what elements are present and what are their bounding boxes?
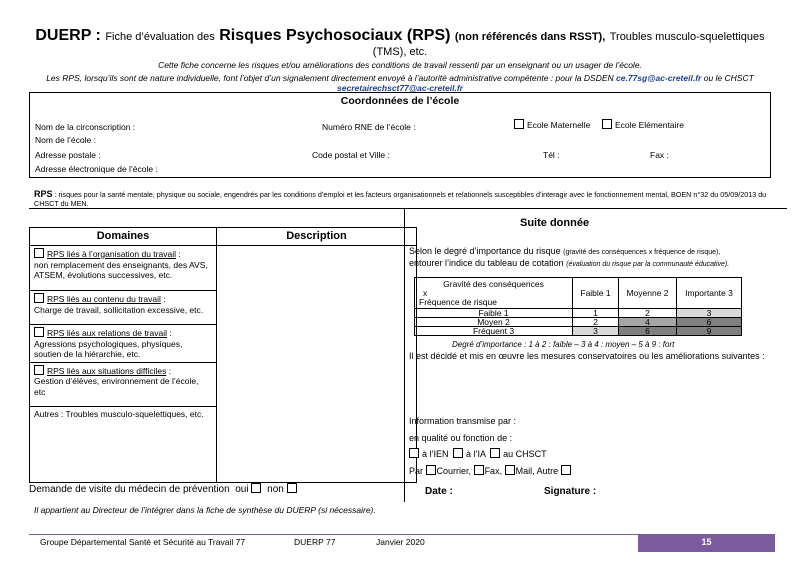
courrier-checkbox[interactable] — [426, 465, 436, 475]
director-note: Il appartient au Directeur de l’intégrer dans la fiche de synthèse du DUERP (si nécessaire). — [34, 505, 376, 515]
measures-text: Il est décidé et mis en œuvre les mesures conservatoires ou les améliorations suivantes : — [409, 351, 765, 361]
domain-cell — [30, 362, 217, 406]
fax-checkbox[interactable] — [474, 465, 484, 475]
ien-label: à l’IEN — [422, 449, 449, 459]
risk-cell[interactable]: 1 — [573, 309, 619, 318]
circonscription-label: Nom de la circonscription : — [35, 122, 136, 132]
domain-desc: non remplacement des enseignants, des AVS, ATSEM, évolutions successives, etc. — [34, 259, 208, 280]
risk-cell[interactable]: 6 — [677, 318, 742, 327]
risk-col-header: Faible 1 — [573, 278, 619, 309]
domains-header-row — [30, 228, 417, 246]
header-text-part2: Troubles musculo-squelettiques — [609, 31, 765, 43]
phone-label: Tél : — [543, 150, 560, 160]
school-section — [29, 92, 771, 178]
domain-checkbox[interactable] — [34, 327, 44, 337]
header-paren: (non référencés dans RSST), — [454, 31, 606, 43]
date-label: Date : — [425, 486, 453, 497]
header-subtitle-2 — [20, 73, 780, 83]
subtitle-2-mid: ou le CHSCT — [703, 73, 754, 83]
domain-checkbox[interactable] — [34, 365, 44, 375]
channel-row — [409, 465, 574, 476]
footer-doc: DUERP 77 — [294, 537, 336, 547]
domain-desc: Agressions psychologiques, physiques, soutien de la hiérarchie, etc. — [34, 338, 183, 359]
autre-label: Autre — [536, 466, 559, 476]
suite-intro — [409, 246, 784, 270]
corner-frequency: Fréquence de risque — [419, 296, 497, 307]
domain-title-suffix: : — [175, 249, 181, 259]
risk-col-header: Importante 3 — [677, 278, 742, 309]
risk-col-header: Moyenne 2 — [619, 278, 677, 309]
header-doc-label: DUERP : — [35, 27, 101, 44]
horizontal-divider — [29, 208, 787, 209]
info-transmitted-label: Information transmise par : — [409, 416, 517, 426]
autre-checkbox[interactable] — [561, 465, 571, 475]
medical-visit-request — [29, 483, 300, 495]
header-title: Risques Psychosociaux (RPS) — [219, 27, 451, 44]
domain-title-suffix: : — [166, 365, 172, 376]
courrier-label: Courrier, — [436, 466, 472, 476]
medical-visit-non-label: non — [267, 484, 284, 495]
signature-label: Signature : — [544, 486, 597, 497]
domain-cell — [30, 325, 217, 363]
page-number-value: 15 — [701, 537, 712, 547]
risk-table-header-row — [415, 278, 742, 309]
rne-label: Numéro RNE de l’école : — [322, 122, 416, 132]
risk-row — [415, 327, 742, 336]
elementaire-label: Ecole Elémentaire — [615, 120, 684, 130]
fax-channel-label: Fax, — [484, 466, 503, 476]
chsct-checkbox[interactable] — [490, 448, 500, 458]
domain-title: RPS liés aux relations de travail — [47, 328, 168, 338]
rps-definition-text: : risques pour la santé mentale, physique ou sociale, engendrés par les conditions d’emploi et les facteurs organisationnels et relationnels susceptibles d’interagir avec le fonctionnement mental, BOEN n°32 du 05/09/2013 du CHSCT du MEN. — [34, 190, 767, 208]
domain-desc: Gestion d’élèves, environnement de l’école, etc — [34, 376, 199, 397]
domain-cell — [30, 291, 217, 325]
page-number — [638, 535, 775, 552]
domains-header: Domaines — [30, 228, 217, 246]
ia-label: à l’IA — [466, 449, 486, 459]
suite-intro-a-small: (gravité des conséquences x fréquence de risque), — [563, 249, 721, 256]
footer-date: Janvier 2020 — [376, 537, 425, 547]
chsct-email-link[interactable]: secretairechsct77@ac-creteil.fr — [337, 83, 463, 93]
par-label: Par — [409, 466, 424, 476]
page-header — [20, 28, 780, 45]
subtitle-2-text: Les RPS, lorsqu’ils sont de nature individuelle, font l’objet d’un signalement directement envoyé à l’autorité administrative compétente : pour la DSDEN — [46, 73, 614, 83]
risk-cell[interactable]: 6 — [619, 327, 677, 336]
domain-title: RPS liés au contenu du travail — [47, 294, 161, 304]
domain-title: RPS liés à l’organisation du travail — [47, 249, 176, 259]
rps-definition — [34, 190, 774, 208]
domain-title-suffix: : — [167, 328, 172, 338]
suite-title: Suite donnée — [520, 217, 590, 229]
domain-checkbox[interactable] — [34, 293, 44, 303]
risk-cell[interactable]: 2 — [619, 309, 677, 318]
suite-intro-a: Selon le degré d’importance du risque — [409, 246, 561, 256]
header-line2: (TMS), etc. — [372, 46, 428, 58]
risk-row-label: Faible 1 — [415, 309, 573, 318]
header-text-part1: Fiche d’évaluation des — [105, 31, 215, 43]
domain-checkbox[interactable] — [34, 248, 44, 258]
medical-visit-non-checkbox[interactable] — [287, 483, 297, 493]
school-email-label: Adresse électronique de l’école : — [35, 164, 158, 174]
degree-note: Degré d’importance : 1 à 2 : faible – 3 à 4 : moyen – 5 à 9 : fort — [452, 340, 675, 349]
risk-cell[interactable]: 9 — [677, 327, 742, 336]
domain-title-suffix: : — [160, 294, 166, 304]
maternelle-checkbox[interactable] — [514, 119, 524, 129]
risk-rating-table — [414, 277, 742, 336]
school-type-maternelle[interactable] — [514, 119, 590, 130]
medical-visit-oui-label: oui — [235, 484, 249, 495]
domain-cell — [30, 246, 217, 291]
risk-cell[interactable]: 4 — [619, 318, 677, 327]
risk-row-label: Moyen 2 — [415, 318, 573, 327]
description-cell[interactable] — [217, 246, 417, 483]
corner-gravity: Gravité des conséquences — [443, 278, 544, 289]
risk-cell[interactable]: 3 — [677, 309, 742, 318]
risk-row — [415, 318, 742, 327]
dsden-email-link[interactable]: ce.77sg@ac-creteil.fr — [616, 73, 702, 83]
domains-table — [29, 227, 417, 483]
suite-intro-b: entourer l’indice du tableau de cotation — [409, 258, 564, 268]
maternelle-label: Ecole Maternelle — [527, 120, 591, 130]
mail-label: Mail, — [515, 466, 535, 476]
header-subtitle-1: Cette fiche concerne les risques et/ou améliorations des conditions de travail ressenti par un enseignant ou un usager de l’école. — [158, 60, 642, 70]
ien-checkbox[interactable] — [409, 448, 419, 458]
school-type-elementaire[interactable] — [602, 119, 684, 130]
rps-definition-label: RPS — [34, 189, 53, 199]
domain-desc: Charge de travail, sollicitation excessive, etc. — [34, 304, 204, 315]
risk-table-corner — [415, 278, 573, 309]
school-section-title: Coordonnées de l’école — [340, 95, 460, 107]
risk-cell[interactable]: 3 — [573, 327, 619, 336]
chsct-label: au CHSCT — [503, 449, 547, 459]
risk-row — [415, 309, 742, 318]
fax-label: Fax : — [650, 150, 669, 160]
risk-cell[interactable]: 2 — [573, 318, 619, 327]
recipients-row — [409, 448, 547, 459]
description-header: Description — [217, 228, 417, 246]
quality-function-label: en qualité ou fonction de : — [409, 433, 513, 443]
footer-org: Groupe Départemental Santé et Sécurité au Travail 77 — [40, 537, 246, 547]
address-label: Adresse postale : — [35, 150, 101, 160]
mail-checkbox[interactable] — [505, 465, 515, 475]
domain-title: RPS liés aux situations difficiles — [47, 365, 167, 376]
suite-intro-b-small: (évaluation du risque par la communauté éducative). — [566, 261, 730, 268]
ia-checkbox[interactable] — [453, 448, 463, 458]
corner-x: x — [423, 287, 428, 298]
school-name-label: Nom de l’école : — [35, 135, 96, 145]
postal-code-label: Code postal et Ville : — [312, 150, 390, 160]
risk-row-label: Fréquent 3 — [415, 327, 573, 336]
elementaire-checkbox[interactable] — [602, 119, 612, 129]
table-row — [30, 246, 417, 291]
domain-other-cell: Autres : Troubles musculo-squelettiques, etc. — [30, 406, 217, 482]
medical-visit-question: Demande de visite du médecin de prévention — [29, 484, 230, 495]
medical-visit-oui-checkbox[interactable] — [251, 483, 261, 493]
